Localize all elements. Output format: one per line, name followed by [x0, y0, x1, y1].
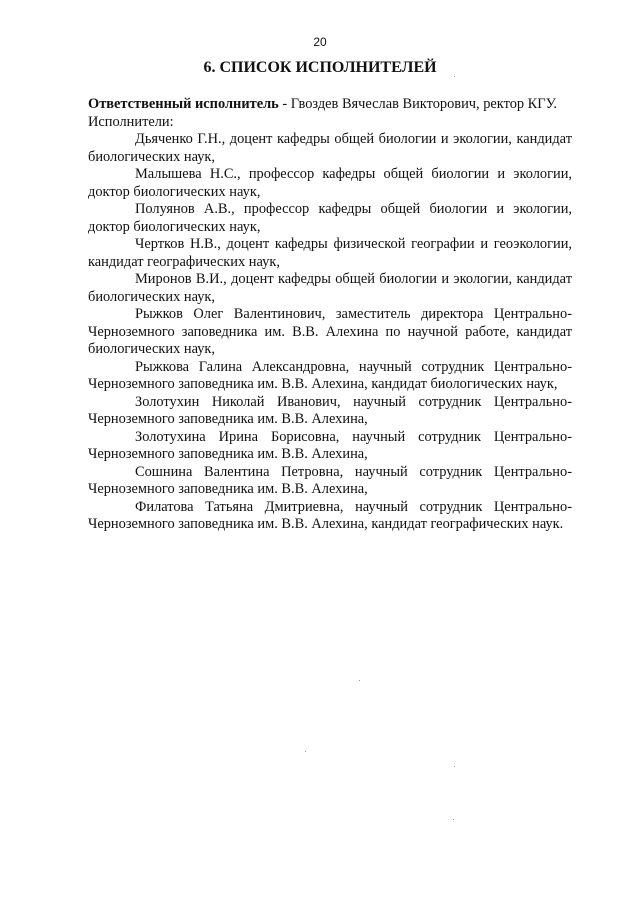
- performer-item: Рыжков Олег Валентинович, заместитель директора Центрально-Черноземного заповедника им. В.В. Алехина по научной работе, кандидат биологических наук,: [88, 306, 572, 357]
- performers-label: Исполнители:: [88, 113, 174, 130]
- performer-item: Сошнина Валентина Петровна, научный сотрудник Центрально-Черноземного заповедника им. В.В. Алехина,: [88, 463, 572, 497]
- page-number: 20: [313, 35, 327, 49]
- scan-speck: [453, 819, 454, 820]
- performer-item: Золотухина Ирина Борисовна, научный сотрудник Центрально-Черноземного заповедника им. В.В. Алехина,: [88, 428, 572, 462]
- performers-section: [88, 96, 572, 534]
- performer-item: Золотухин Николай Иванович, научный сотрудник Центрально-Черноземного заповедника им. В.В. Алехина,: [88, 393, 572, 427]
- performer-item: Полуянов А.В., профессор кафедры общей биологии и экологии, доктор биологических наук,: [88, 201, 572, 235]
- responsible-label: Ответственный исполнитель: [88, 96, 279, 112]
- responsible-text: - Гвоздев Вячеслав Викторович, ректор КГУ.: [278, 96, 558, 112]
- performer-item: Чертков Н.В., доцент кафедры физической географии и геоэкологии, кандидат географических наук,: [88, 236, 572, 270]
- section-title: 6. СПИСОК ИСПОЛНИТЕЛЕЙ: [203, 59, 437, 76]
- performer-item: Филатова Татьяна Дмитриевна, научный сотрудник Центрально-Черноземного заповедника им. В.В. Алехина, кандидат географических наук.: [88, 498, 572, 532]
- performer-item: Миронов В.И., доцент кафедры общей биологии и экологии, кандидат биологических наук,: [88, 271, 572, 305]
- scan-speck: [454, 76, 455, 77]
- responsible-paragraph: [88, 96, 572, 114]
- performer-item: Дьяченко Г.Н., доцент кафедры общей биологии и экологии, кандидат биологических наук,: [88, 131, 572, 165]
- performer-item: Рыжкова Галина Александровна, научный сотрудник Центрально-Черноземного заповедника им. В.В. Алехина, кандидат биологических наук,: [88, 358, 572, 392]
- scan-speck: [454, 766, 455, 767]
- scan-speck: [359, 680, 360, 681]
- scan-speck: [305, 751, 306, 752]
- performer-item: Малышева Н.С., профессор кафедры общей биологии и экологии, доктор биологических наук,: [88, 166, 572, 200]
